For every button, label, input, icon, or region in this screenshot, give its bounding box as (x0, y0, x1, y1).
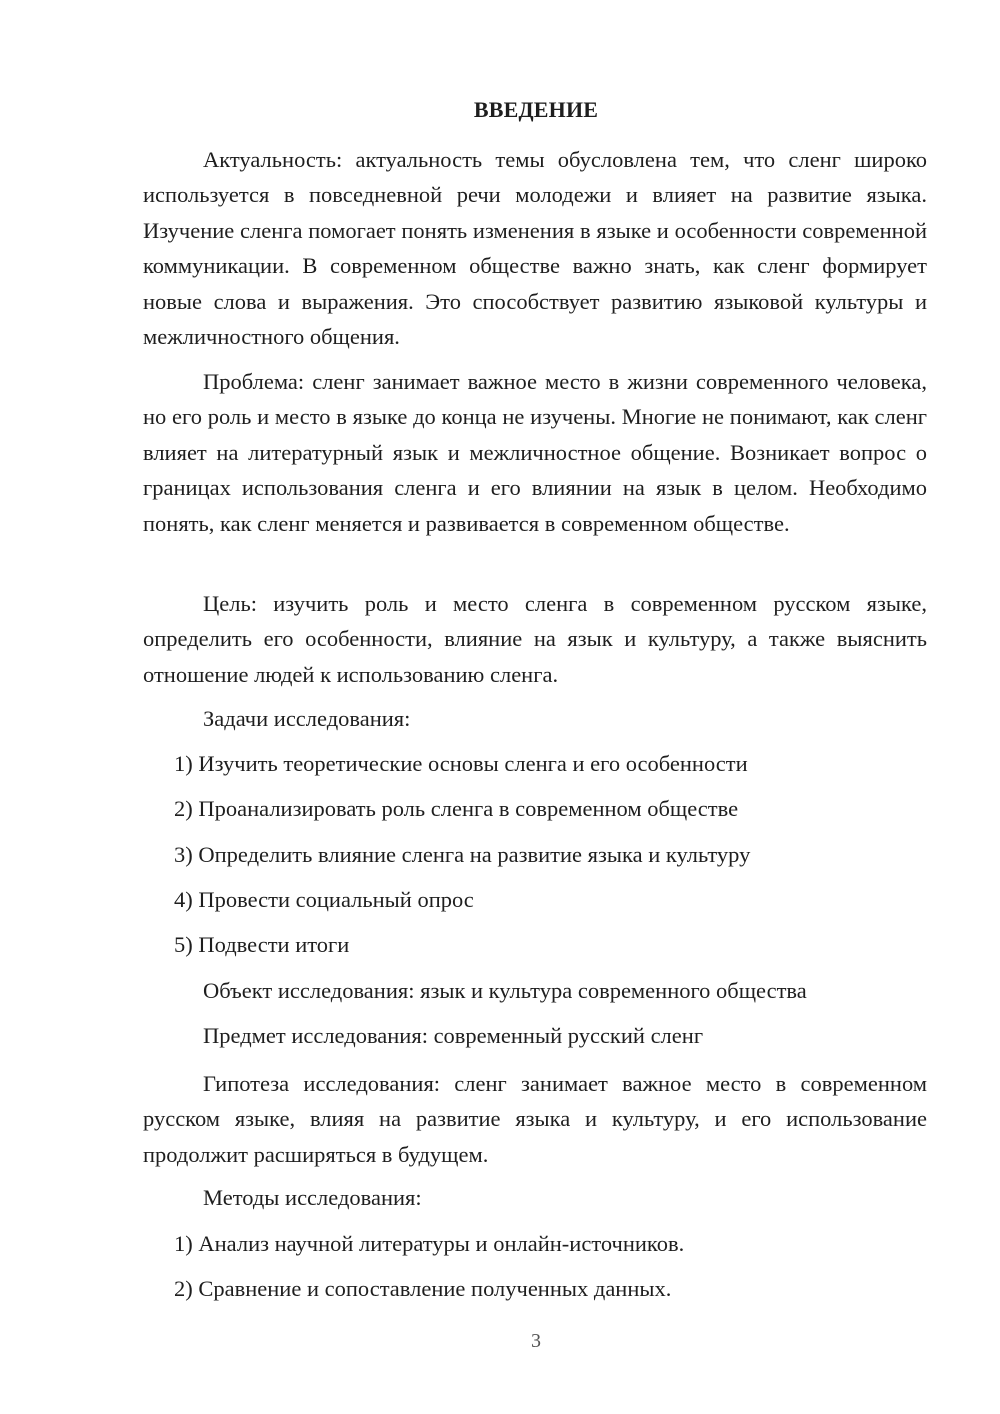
problem-paragraph: Проблема: сленг занимает важное место в жизни современного человека, но его роль и место в языке до конца не изучены. Многие не понимают, как сленг влияет на литературный язык и межличностное общение. Возникает вопрос о границах использования сленга и его влиянии на язык в целом. Необходимо понять, как сленг меняется и развивается в современном обществе. (143, 369, 927, 536)
hypothesis-paragraph: Гипотеза исследования: сленг занимает важное место в современном русском языке, влияя на развитие языка и культуру, и его использование продолжит расширяться в будущем. (143, 1071, 927, 1167)
page-number: 3 (531, 1330, 541, 1352)
task-item: 3) Определить влияние сленга на развитие языка и культуру (174, 842, 751, 867)
task-item: 2) Проанализировать роль сленга в современном обществе (174, 796, 739, 821)
methods-heading: Методы исследования: (203, 1185, 422, 1210)
method-item: 1) Анализ научной литературы и онлайн-источников. (174, 1231, 685, 1256)
research-subject: Предмет исследования: современный русский сленг (203, 1023, 704, 1048)
method-item: 2) Сравнение и сопоставление полученных данных. (174, 1276, 672, 1301)
task-item: 1) Изучить теоретические основы сленга и его особенности (174, 751, 748, 776)
relevance-paragraph: Актуальность: актуальность темы обусловлена тем, что сленг широко используется в повседневной речи молодежи и влияет на развитие языка. Изучение сленга помогает понять изменения в языке и особенности современной коммуникации. В современном обществе важно знать, как сленг формирует новые слова и выражения. Это способствует развитию языковой культуры и межличностного общения. (143, 147, 927, 350)
task-item: 5) Подвести итоги (174, 932, 350, 957)
task-item: 4) Провести социальный опрос (174, 887, 474, 912)
research-object: Объект исследования: язык и культура современного общества (203, 978, 807, 1003)
goal-paragraph: Цель: изучить роль и место сленга в современном русском языке, определить его особенности, влияние на язык и культуру, а также выяснить отношение людей к использованию сленга. (143, 591, 927, 687)
page-title: ВВЕДЕНИЕ (473, 97, 599, 122)
tasks-heading: Задачи исследования: (203, 706, 411, 731)
